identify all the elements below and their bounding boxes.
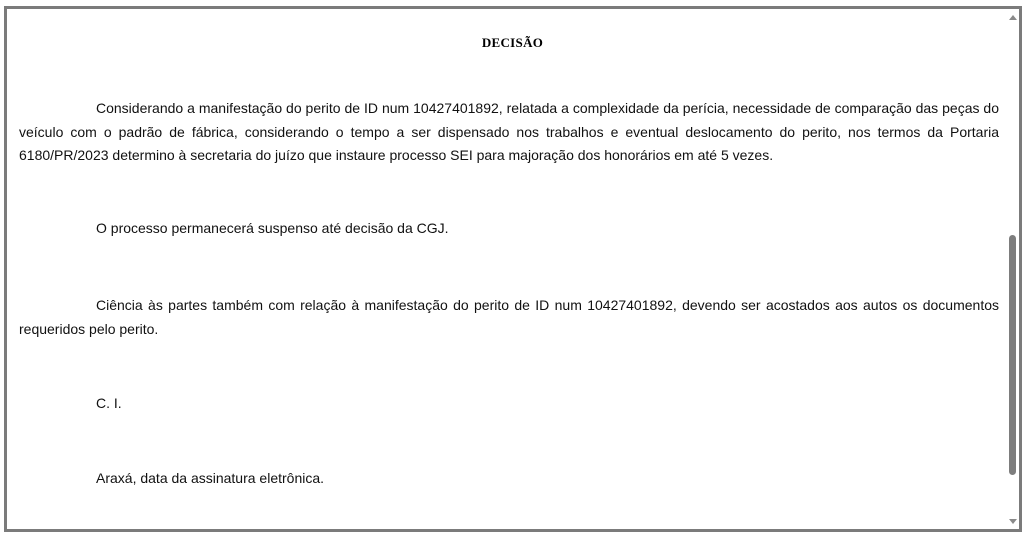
document-viewer [4, 6, 1022, 532]
scroll-up-button[interactable] [1006, 11, 1019, 23]
paragraph-suspenso: O processo permanecerá suspenso até decisão da CGJ. [96, 220, 449, 236]
paragraph-ciencia: Ciência às partes também com relação à manifestação do perito de ID num 10427401892, devendo ser acostados aos autos os documentos requeridos pelo perito. [19, 297, 999, 337]
paragraph-considerando: Considerando a manifestação do perito de ID num 10427401892, relatada a complexidade da perícia, necessidade de comparação das peças do veículo com o padrão de fábrica, considerando o tempo a ser dispensado nos trabalhos e eventual deslocamento do perito, nos termos da Portaria 6180/PR/2023 determino à secretaria do juízo que instaure processo SEI para majoração dos honorários em até 5 vezes. [19, 100, 999, 163]
chevron-down-icon [1009, 519, 1017, 524]
paragraph-ci: C. I. [96, 395, 122, 411]
chevron-up-icon [1009, 15, 1017, 20]
scroll-down-button[interactable] [1006, 515, 1019, 527]
vertical-scrollbar[interactable] [1006, 9, 1019, 529]
document-content [7, 9, 1007, 529]
document-title: DECISÃO [481, 35, 544, 50]
scroll-thumb[interactable] [1009, 235, 1016, 475]
paragraph-local-data: Araxá, data da assinatura eletrônica. [96, 470, 325, 486]
